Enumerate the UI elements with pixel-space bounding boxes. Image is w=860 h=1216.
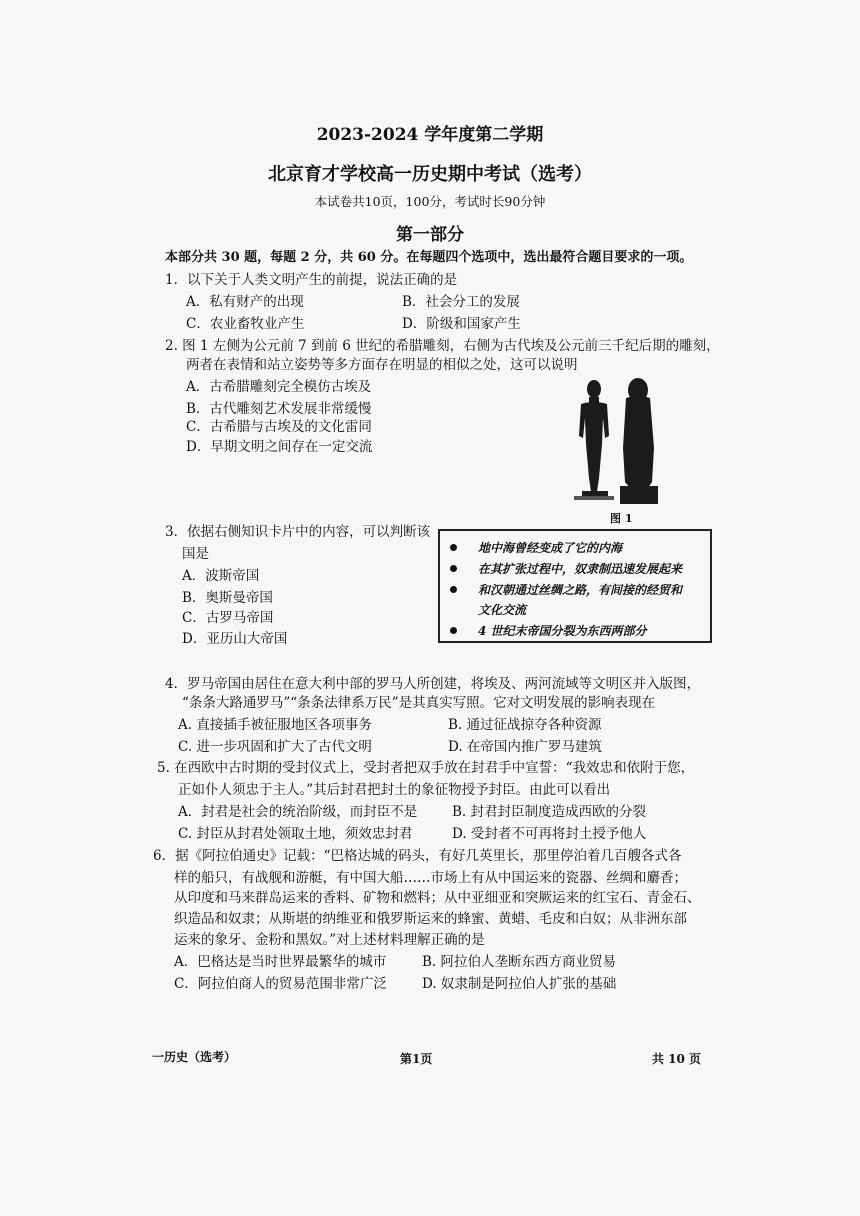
q6-stem-line1: 6．据《阿拉伯通史》记载：“巴格达城的码头，有好几英里长，那里停泊着几百艘各式各 xyxy=(153,848,682,864)
part-heading: 第一部分 xyxy=(396,225,464,245)
greek-statue xyxy=(579,380,609,496)
q6-stem-line5: 运来的象牙、金粉和黑奴。”对上述材料理解正确的是 xyxy=(174,932,485,948)
q5-option-d: D. 受封者不可再将封土授予他人 xyxy=(452,826,647,842)
footer-page-total: 共 10 页 xyxy=(652,1052,702,1066)
q2-stem-line1: 2. 图 1 左侧为公元前 7 到前 6 世纪的希腊雕刻，右侧为古代埃及公元前三千纪后期的雕刻， xyxy=(165,338,720,354)
q3-option-d: D．亚历山大帝国 xyxy=(182,631,288,647)
bullet-icon xyxy=(450,565,457,572)
q1-option-c: C．农业畜牧业产生 xyxy=(186,316,305,332)
q2-option-d: D．早期文明之间存在一定交流 xyxy=(186,439,373,455)
q3-stem-line2: 国是 xyxy=(182,546,209,562)
q6-stem-line3: 从印度和马来群岛运来的香料、矿物和燃料；从中亚细亚和突厥运来的红宝石、青金石、 xyxy=(174,890,701,906)
q3-option-b: B．奥斯曼帝国 xyxy=(182,590,273,606)
q6-stem-line2: 样的船只，有战舰和游艇，有中国大船……市场上有从中国运来的瓷器、丝绸和麝香； xyxy=(174,870,687,886)
q1-stem: 1．以下关于人类文明产生的前提，说法正确的是 xyxy=(165,272,458,288)
figure-1-label: 图 1 xyxy=(610,512,633,525)
q4-option-a: A. 直接插手被征服地区各项事务 xyxy=(178,717,372,733)
q5-option-c: C. 封臣从封君处领取土地，须效忠封君 xyxy=(178,826,413,842)
q2-option-b: B．古代雕刻艺术发展非常缓慢 xyxy=(186,401,372,417)
egyptian-statue xyxy=(620,378,658,504)
q5-option-a: A．封君是社会的统治阶级，而封臣不是 xyxy=(178,804,418,820)
footer-subject: 一历史（选考） xyxy=(152,1050,237,1064)
q4-option-b: B. 通过征战掠夺各种资源 xyxy=(448,717,602,733)
term-title: 2023-2024 学年度第二学期 xyxy=(316,125,544,145)
footer-page-number: 第1页 xyxy=(400,1052,433,1066)
q1-option-a: A．私有财产的出现 xyxy=(186,294,304,310)
knowledge-card: 地中海曾经变成了它的内海 在其扩张过程中，奴隶制迅速发展起来 和汉朝通过丝绸之路，有间接的经贸和 文化交流 4 世纪末帝国分裂为东西两部分 xyxy=(438,529,712,643)
q2-option-c: C．古希腊与古埃及的文化雷同 xyxy=(186,419,372,435)
part-instructions: 本部分共 30 题，每题 2 分，共 60 分。在每题四个选项中，选出最符合题目要求的一项。 xyxy=(165,250,693,265)
q3-option-a: A．波斯帝国 xyxy=(182,568,260,584)
q6-option-c: C．阿拉伯商人的贸易范围非常广泛 xyxy=(174,976,387,992)
q6-stem-line4: 织造品和奴隶；从斯堪的纳维亚和俄罗斯运来的蜂蜜、黄蜡、毛皮和白奴；从非洲东部 xyxy=(174,911,687,927)
exam-info: 本试卷共10页，100分，考试时长90分钟 xyxy=(314,194,546,209)
figure-1-statues xyxy=(568,378,664,504)
q6-option-b: B. 阿拉伯人垄断东西方商业贸易 xyxy=(422,954,617,970)
bullet-icon xyxy=(450,544,457,551)
q3-stem-line1: 3．依据右侧知识卡片中的内容，可以判断该 xyxy=(165,524,431,540)
q4-stem-line2: “条条大路通罗马”“条条法律系万民”是其真实写照。它对文明发展的影响表现在 xyxy=(182,695,656,711)
q1-option-d: D．阶级和国家产生 xyxy=(402,316,521,332)
q4-option-d: D. 在帝国内推广罗马建筑 xyxy=(448,739,602,755)
q5-stem-line2: 正如仆人须忠于主人。”其后封君把封土的象征物授予封臣。由此可以看出 xyxy=(178,782,611,798)
q6-option-a: A．巴格达是当时世界最繁华的城市 xyxy=(174,954,387,970)
q1-option-b: B．社会分工的发展 xyxy=(402,294,520,310)
q3-option-c: C．古罗马帝国 xyxy=(182,610,274,626)
bullet-icon xyxy=(450,586,457,593)
bullet-icon xyxy=(450,627,457,634)
q2-stem-line2: 两者在表情和站立姿势等多方面存在明显的相似之处，这可以说明 xyxy=(186,357,578,373)
q2-option-a: A．古希腊雕刻完全模仿古埃及 xyxy=(186,379,372,395)
q6-option-d: D. 奴隶制是阿拉伯人扩张的基础 xyxy=(422,976,617,992)
q5-option-b: B. 封君封臣制度造成西欧的分裂 xyxy=(452,804,647,820)
q4-stem-line1: 4．罗马帝国由居住在意大利中部的罗马人所创建，将埃及、两河流域等文明区并入版图， xyxy=(165,676,701,692)
q4-option-c: C. 进一步巩固和扩大了古代文明 xyxy=(178,739,372,755)
q5-stem-line1: 5. 在西欧中古时期的受封仪式上，受封者把双手放在封君手中宣誓：“我效忠和依附于您， xyxy=(157,760,695,776)
exam-title: 北京育才学校高一历史期中考试（选考） xyxy=(268,164,592,185)
